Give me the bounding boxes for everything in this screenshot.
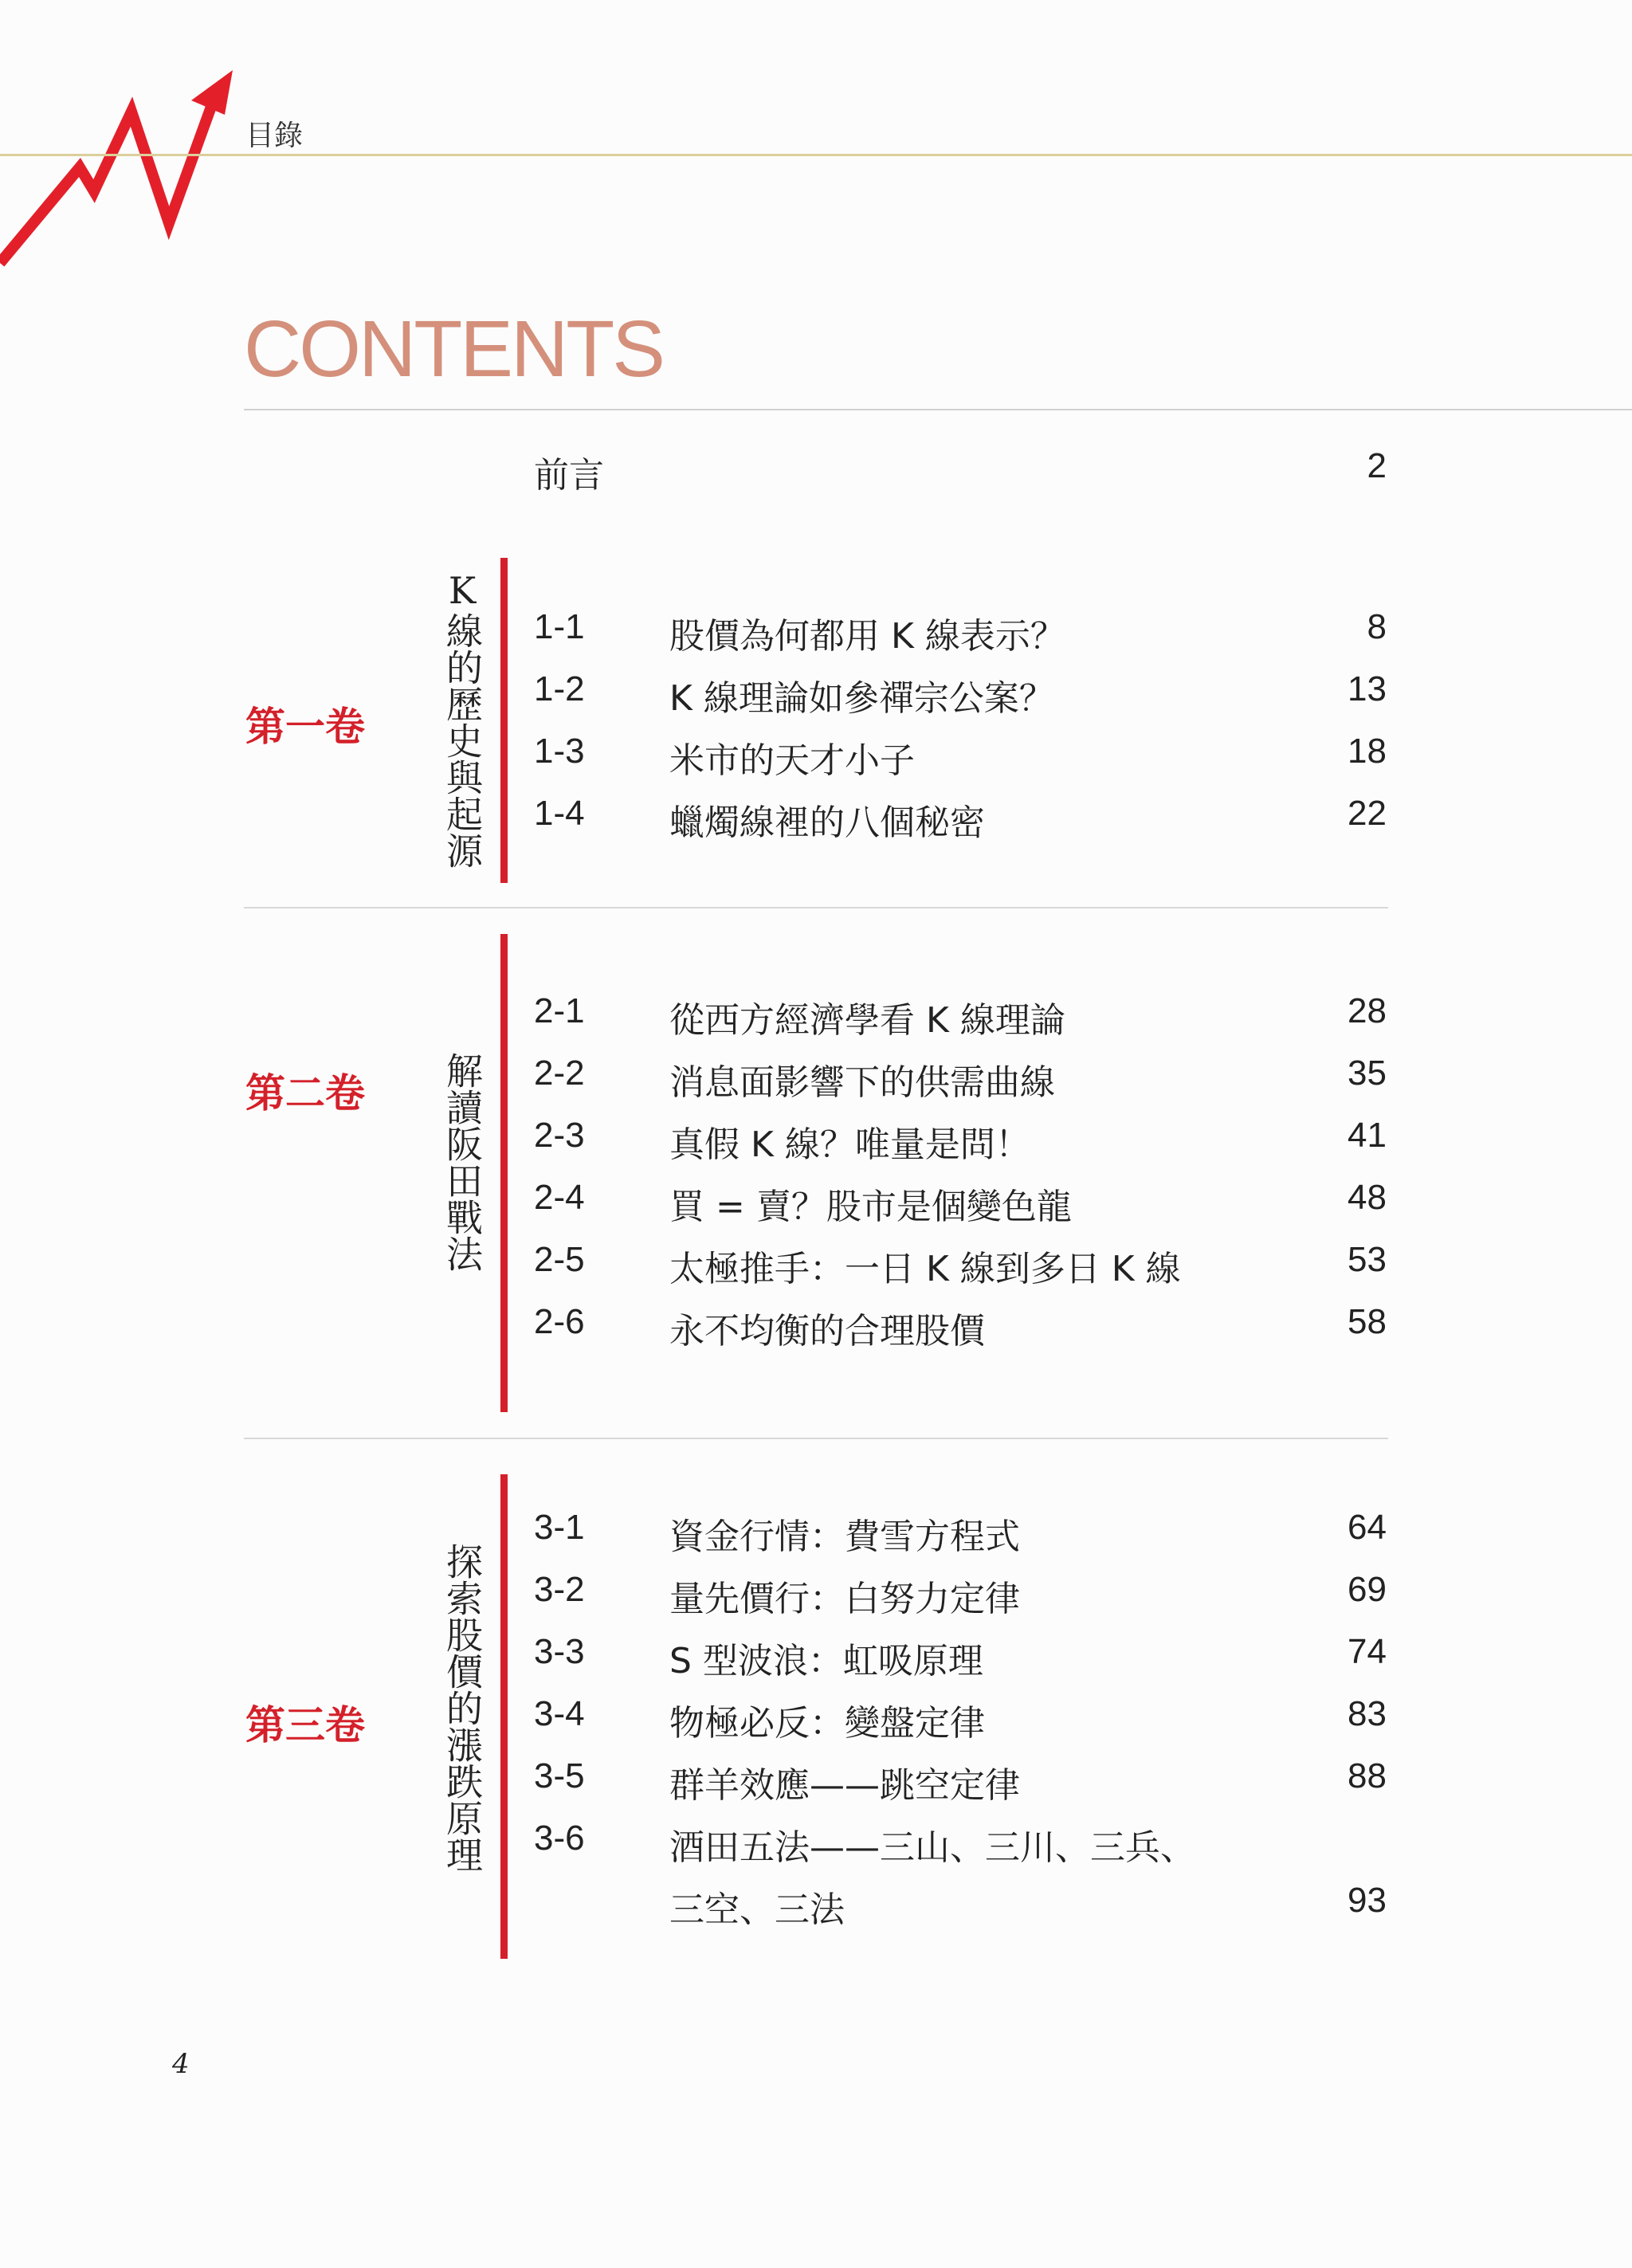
entry-number: 2-5: [534, 1240, 585, 1279]
entry-page: 13: [1348, 669, 1387, 708]
entry-page: 88: [1348, 1756, 1387, 1795]
contents-title: CONTENTS: [244, 304, 663, 394]
entry-number: 3-1: [534, 1508, 585, 1547]
toc-entry[interactable]: [0, 1054, 1632, 1101]
preface-title: 前言: [534, 455, 604, 496]
entry-title: K 線理論如參禪宗公案？: [669, 678, 1054, 719]
entry-number: 2-3: [534, 1116, 585, 1155]
volume-label: 第二卷: [245, 1070, 365, 1116]
entry-number: 3-5: [534, 1756, 585, 1795]
section-divider: [244, 1438, 1388, 1439]
entry-page: 53: [1348, 1240, 1387, 1279]
entry-number: 1-2: [534, 669, 585, 708]
toc-entry[interactable]: [0, 669, 1632, 717]
entry-title: 股價為何都用 K 線表示？: [669, 616, 1065, 657]
entry-title-line2: 三空、三法: [669, 1889, 845, 1930]
volume-label: 第一卷: [245, 704, 365, 750]
toc-entry[interactable]: [0, 1178, 1632, 1226]
header-rule: [0, 154, 1632, 156]
preface-page: 2: [1367, 446, 1387, 485]
rising-arrow-icon: [0, 64, 239, 271]
toc-entry[interactable]: [0, 1694, 1632, 1742]
entry-title: 物極必反：變盤定律: [669, 1703, 985, 1744]
entry-title: S 型波浪：虹吸原理: [669, 1641, 983, 1681]
toc-entry[interactable]: [0, 1632, 1632, 1680]
entry-title: 買 = 賣？股市是個變色龍: [669, 1187, 1072, 1227]
entry-number: 1-4: [534, 794, 585, 833]
entry-page: 28: [1348, 991, 1387, 1030]
entry-number: 1-3: [534, 732, 585, 771]
entry-page: 8: [1367, 607, 1387, 646]
toc-entry[interactable]: [0, 1240, 1632, 1288]
toc-entry[interactable]: [0, 1508, 1632, 1556]
entry-title: 米市的天才小子: [669, 740, 915, 781]
entry-page: 35: [1348, 1054, 1387, 1093]
volume-vertical-title: K線的歷史與起源: [441, 569, 484, 869]
entry-number: 2-4: [534, 1178, 585, 1217]
entry-title: 太極推手：一日 K 線到多日 K 線: [669, 1249, 1181, 1289]
entry-page: 64: [1348, 1508, 1387, 1547]
section-volume-2: [0, 934, 1632, 1412]
entry-number: 3-2: [534, 1570, 585, 1609]
entry-page: 18: [1348, 732, 1387, 771]
entry-title: 消息面影響下的供需曲線: [669, 1062, 1055, 1103]
toc-entry[interactable]: [0, 1819, 1632, 1866]
toc-entry[interactable]: [0, 991, 1632, 1039]
title-divider: [244, 409, 1632, 410]
toc-entry[interactable]: [0, 1116, 1632, 1163]
entry-title: 真假 K 線？唯量是問！: [669, 1124, 1030, 1165]
entry-page: 74: [1348, 1632, 1387, 1671]
entry-number: 2-1: [534, 991, 585, 1030]
entry-page: 48: [1348, 1178, 1387, 1217]
section-volume-1: [0, 558, 1632, 893]
entry-title: 資金行情：費雪方程式: [669, 1517, 1020, 1557]
toc-entry[interactable]: [0, 732, 1632, 779]
entry-number: 3-3: [534, 1632, 585, 1671]
entry-title: 量先價行：白努力定律: [669, 1579, 1020, 1619]
entry-page: 58: [1348, 1302, 1387, 1341]
entry-number: 3-4: [534, 1694, 585, 1733]
volume-label: 第三卷: [245, 1702, 365, 1748]
toc-entry[interactable]: [0, 1756, 1632, 1804]
toc-entry[interactable]: [0, 1302, 1632, 1350]
volume-vertical-title: 探索股價的漲跌原理: [441, 1543, 484, 1873]
entry-title: 永不均衡的合理股價: [669, 1311, 985, 1352]
entry-number: 2-2: [534, 1054, 585, 1093]
volume-vertical-title: 解讀阪田戰法: [441, 1052, 484, 1272]
entry-number: 3-6: [534, 1819, 585, 1858]
entry-page: 83: [1348, 1694, 1387, 1733]
entry-page: 22: [1348, 794, 1387, 833]
header-label: 目錄: [245, 120, 304, 152]
entry-number: 2-6: [534, 1302, 585, 1341]
preface-row[interactable]: [0, 446, 1632, 494]
page-number: 4: [172, 2048, 190, 2080]
entry-title: 酒田五法——三山、三川、三兵、: [669, 1827, 1195, 1868]
entry-page: 41: [1348, 1116, 1387, 1155]
toc-entry[interactable]: [0, 607, 1632, 655]
toc-entry[interactable]: [0, 1570, 1632, 1618]
toc-entry-continuation[interactable]: [0, 1881, 1632, 1929]
entry-title: 從西方經濟學看 K 線理論: [669, 1000, 1065, 1041]
section-divider: [244, 907, 1388, 908]
entry-title: 蠟燭線裡的八個秘密: [669, 802, 985, 843]
section-volume-3: [0, 1474, 1632, 1960]
entry-number: 1-1: [534, 607, 585, 646]
entry-title: 群羊效應——跳空定律: [669, 1765, 1020, 1806]
entry-page: 93: [1348, 1881, 1387, 1920]
toc-entry[interactable]: [0, 794, 1632, 842]
entry-page: 69: [1348, 1570, 1387, 1609]
